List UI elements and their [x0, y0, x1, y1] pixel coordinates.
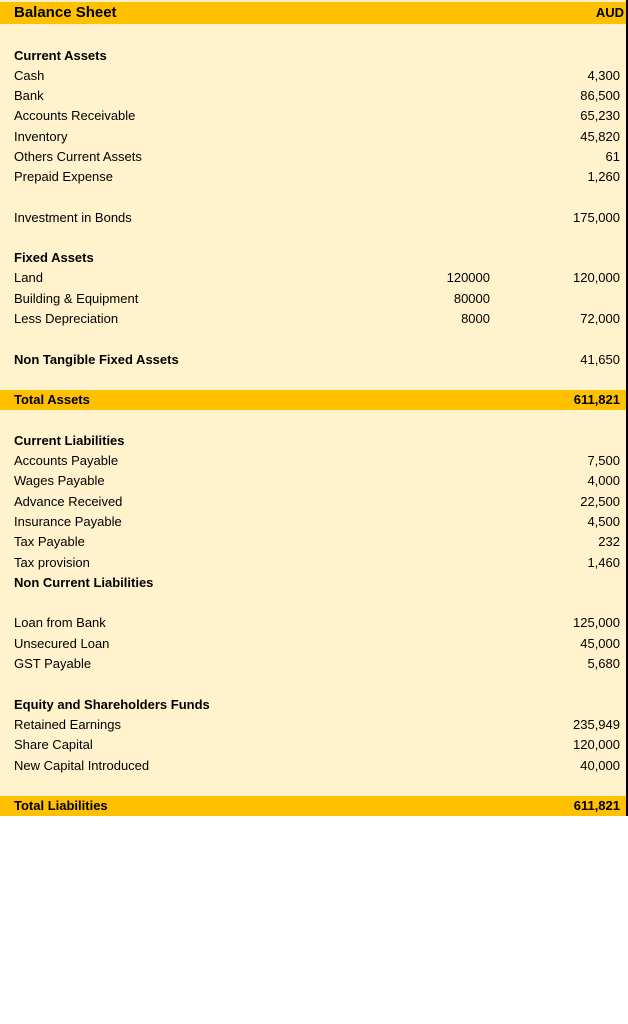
row-label: Prepaid Expense: [14, 169, 114, 184]
row-label: Cash: [14, 68, 45, 83]
table-row: [0, 553, 626, 573]
row-value: 1,260: [587, 169, 620, 184]
row-value: 41,650: [580, 352, 620, 367]
row-value: 7,500: [587, 453, 620, 468]
row-label: Total Assets: [14, 392, 90, 407]
table-row: [0, 451, 626, 471]
table-row: [0, 127, 626, 147]
row-value: 65,230: [580, 108, 620, 123]
row-value: 86,500: [580, 88, 620, 103]
section-header-fixed-assets: [0, 248, 626, 268]
row-label: Current Assets: [14, 48, 107, 63]
row-value: 45,000: [580, 636, 620, 651]
row-value: 4,300: [587, 68, 620, 83]
row-label: Investment in Bonds: [14, 210, 132, 225]
row-label: Tax Payable: [14, 534, 85, 549]
row-label: Non Tangible Fixed Assets: [14, 352, 179, 367]
table-row: [0, 654, 626, 674]
table-row: [0, 350, 626, 370]
row-label: Loan from Bank: [14, 615, 106, 630]
row-label: Less Depreciation: [14, 311, 119, 326]
row-label: Wages Payable: [14, 473, 105, 488]
row-label: Accounts Receivable: [14, 108, 136, 123]
table-row: [0, 147, 626, 167]
row-subvalue: 8000: [461, 311, 490, 326]
row-value: 40,000: [580, 758, 620, 773]
sheet-title-bar: [0, 2, 626, 24]
row-value: 45,820: [580, 129, 620, 144]
row-value: 4,000: [587, 473, 620, 488]
row-label: New Capital Introduced: [14, 758, 150, 773]
row-label: Accounts Payable: [14, 453, 119, 468]
table-row: [0, 756, 626, 776]
table-row: [0, 268, 626, 288]
table-row: [0, 208, 626, 228]
row-label: Others Current Assets: [14, 149, 142, 164]
row-label: Bank: [14, 88, 44, 103]
row-label: Unsecured Loan: [14, 636, 110, 651]
table-row: [0, 289, 626, 309]
row-value: 1,460: [587, 555, 620, 570]
section-header-current-assets: [0, 46, 626, 66]
total-assets-row: [0, 390, 626, 410]
row-label: Current Liabilities: [14, 433, 125, 448]
row-value: 72,000: [580, 311, 620, 326]
row-label: Equity and Shareholders Funds: [14, 697, 210, 712]
table-row: [0, 512, 626, 532]
row-label: Tax provision: [14, 555, 90, 570]
row-label: Insurance Payable: [14, 514, 122, 529]
row-value: 120,000: [573, 270, 620, 285]
table-row: [0, 66, 626, 86]
table-row: [0, 634, 626, 654]
table-row: [0, 613, 626, 633]
table-row: [0, 86, 626, 106]
row-label: Building & Equipment: [14, 291, 139, 306]
section-header-current-liabilities: [0, 431, 626, 451]
row-label: Fixed Assets: [14, 250, 94, 265]
row-label: Land: [14, 270, 43, 285]
table-row: [0, 492, 626, 512]
table-row: [0, 309, 626, 329]
row-label: GST Payable: [14, 656, 92, 671]
row-value: 175,000: [573, 210, 620, 225]
section-header-equity: [0, 695, 626, 715]
row-value: 5,680: [587, 656, 620, 671]
row-label: Non Current Liabilities: [14, 575, 154, 590]
table-row: [0, 735, 626, 755]
row-subvalue: 80000: [453, 291, 490, 306]
row-label: Retained Earnings: [14, 717, 121, 732]
table-row: [0, 471, 626, 491]
total-liabilities-row: [0, 796, 626, 816]
row-value: 4,500: [587, 514, 620, 529]
row-value: 611,821: [573, 798, 620, 813]
row-value: 125,000: [573, 615, 620, 630]
row-value: 232: [598, 534, 620, 549]
row-value: 61: [605, 149, 620, 164]
section-header-non-current-liabilities: [0, 573, 626, 593]
row-label: Advance Received: [14, 494, 123, 509]
row-value: 22,500: [580, 494, 620, 509]
table-row: [0, 532, 626, 552]
row-label: Total Liabilities: [14, 798, 108, 813]
currency-label: AUD: [595, 5, 624, 20]
row-label: Inventory: [14, 129, 68, 144]
row-value: 120,000: [573, 737, 620, 752]
sheet-title: Balance Sheet: [14, 4, 117, 21]
table-row: [0, 715, 626, 735]
table-row: [0, 167, 626, 187]
row-value: 235,949: [573, 717, 620, 732]
row-value: 611,821: [573, 392, 620, 407]
row-subvalue: 120000: [446, 270, 490, 285]
row-label: Share Capital: [14, 737, 93, 752]
table-row: [0, 106, 626, 126]
